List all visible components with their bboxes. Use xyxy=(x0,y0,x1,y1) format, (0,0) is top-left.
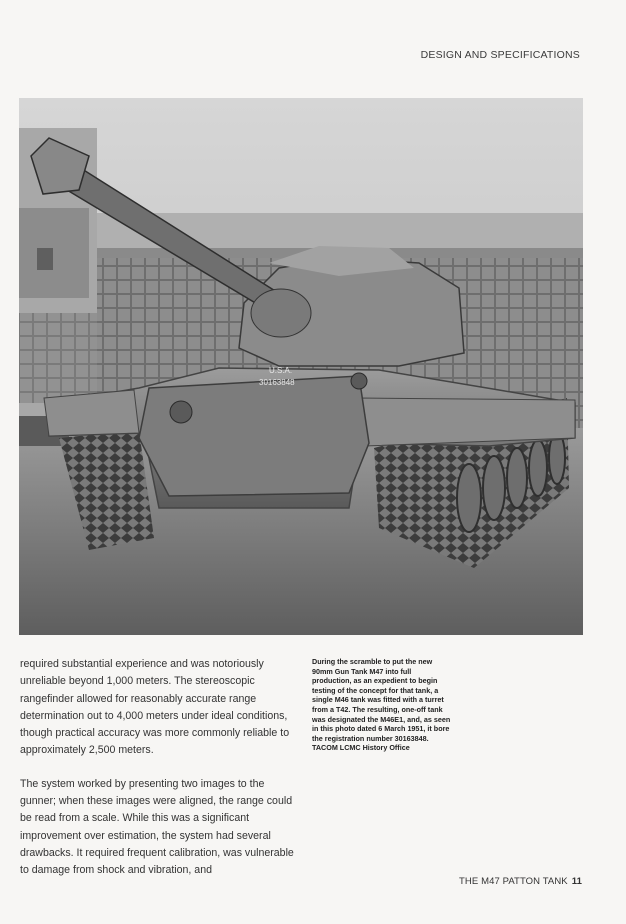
tank-photo-illustration xyxy=(19,98,583,635)
running-head: DESIGN AND SPECIFICATIONS xyxy=(420,49,580,61)
hull-marking-usa: U.S.A. xyxy=(269,366,293,375)
book-title: THE M47 PATTON TANK xyxy=(459,876,568,887)
tank-photo xyxy=(19,98,583,635)
page-footer xyxy=(459,876,582,887)
hull-marking-number: 30163848 xyxy=(259,378,295,387)
body-paragraph-2: The system worked by presenting two images to the gunner; when these images were aligned, the range could be read from a scale. While this was a significant improvement over estimation, the system had several drawbacks. It required frequent calibration, was vulnerable to damage from shock and vibration, and xyxy=(20,777,294,877)
page-number: 11 xyxy=(571,876,582,887)
photo-caption: During the scramble to put the new 90mm Gun Tank M47 into full production, as an expedient to begin testing of the concept for that tank, a single M46 tank was fitted with a turret from a T42. The resulting, one-off tank was designated the M46E1, and, as seen in this photo dated 6 March 1951, it bore the registration number 30163848. TACOM LCMC History Office xyxy=(312,657,451,753)
body-paragraph-1: required substantial experience and was notoriously unreliable beyond 1,000 meters. The stereoscopic rangefinder allowed for reasonably accurate range determination out to 4,000 meters under ideal conditions, though practical accuracy was more commonly reliable to approximately 2,500 meters. xyxy=(20,658,290,757)
body-text xyxy=(20,656,296,896)
